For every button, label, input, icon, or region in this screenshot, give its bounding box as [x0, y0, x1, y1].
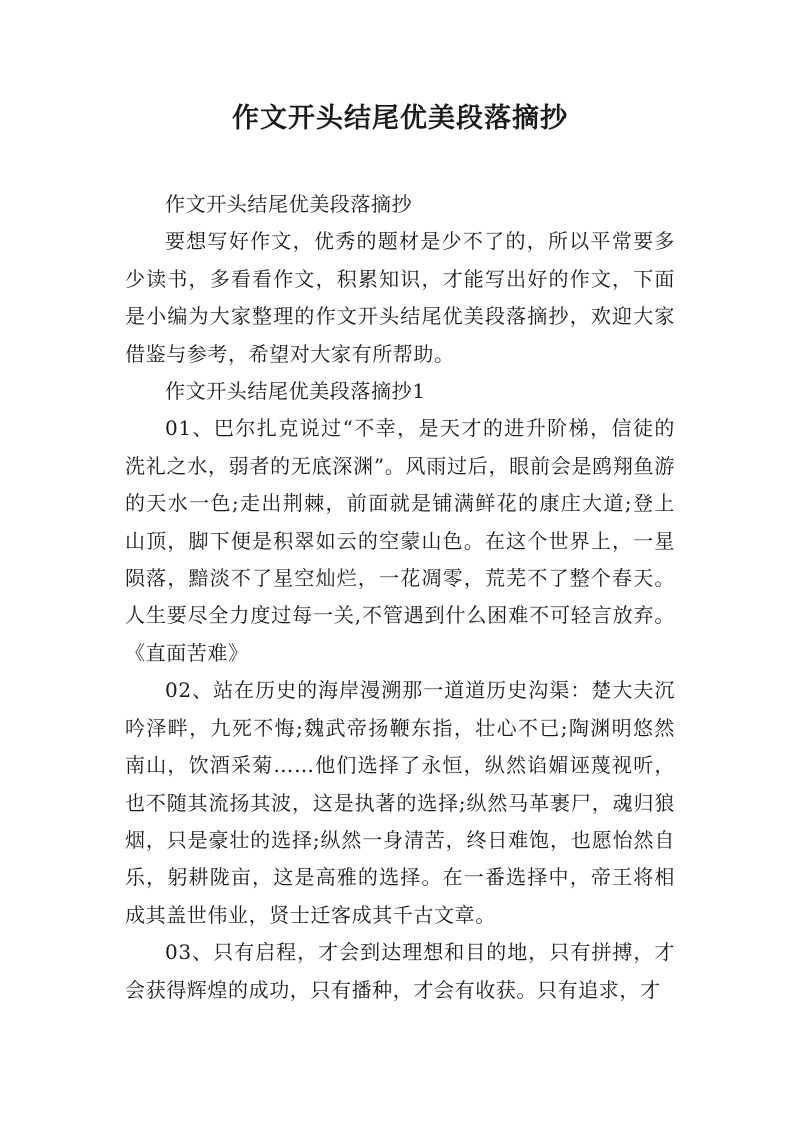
paragraph-subtitle: 作文开头结尾优美段落摘抄	[165, 192, 413, 216]
document-title: 作文开头结尾优美段落摘抄	[232, 103, 568, 134]
paragraph-intro: 要想写好作文，优秀的题材是少不了的，所以平常要多少读书，多看看作文，积累知识，才能写出好的作文，下面是小编为大家整理的作文开头结尾优美段落摘抄，欢迎大家借鉴与参考，希望对大家有所帮助。	[125, 229, 675, 366]
paragraph-03: 03、只有启程，才会到达理想和目的地，只有拼搏，才会获得辉煌的成功，只有播种，才会有收获。只有追求，才	[125, 940, 675, 1002]
document-body	[125, 186, 675, 1009]
paragraph-02: 02、站在历史的海岸漫溯那一道道历史沟渠：楚大夫沉吟泽畔，九死不悔;魏武帝扬鞭东指，壮心不已;陶渊明悠然南山，饮酒采菊……他们选择了永恒，纵然谄媚诬蔑视听，也不随其流扬其波，这是执著的选择;纵然马革裹尸，魂归狼烟，只是豪壮的选择;纵然一身清苦，终日难饱，也愿怡然自乐，躬耕陇亩，这是高雅的选择。在一番选择中，帝王将相成其盖世伟业，贤士迁客成其千古文章。	[125, 678, 675, 927]
paragraph-01: 01、巴尔扎克说过“不幸，是天才的进升阶梯，信徒的洗礼之水，弱者的无底深渊”。风雨过后，眼前会是鸥翔鱼游的天水一色;走出荆棘，前面就是铺满鲜花的康庄大道;登上山顶，脚下便是积翠如云的空蒙山色。在这个世界上，一星陨落，黯淡不了星空灿烂，一花凋零，荒芜不了整个春天。人生要尽全力度过每一关,不管遇到什么困难不可轻言放弃。《直面苦难》	[125, 416, 675, 665]
paragraph-section-heading: 作文开头结尾优美段落摘抄1	[165, 379, 426, 404]
